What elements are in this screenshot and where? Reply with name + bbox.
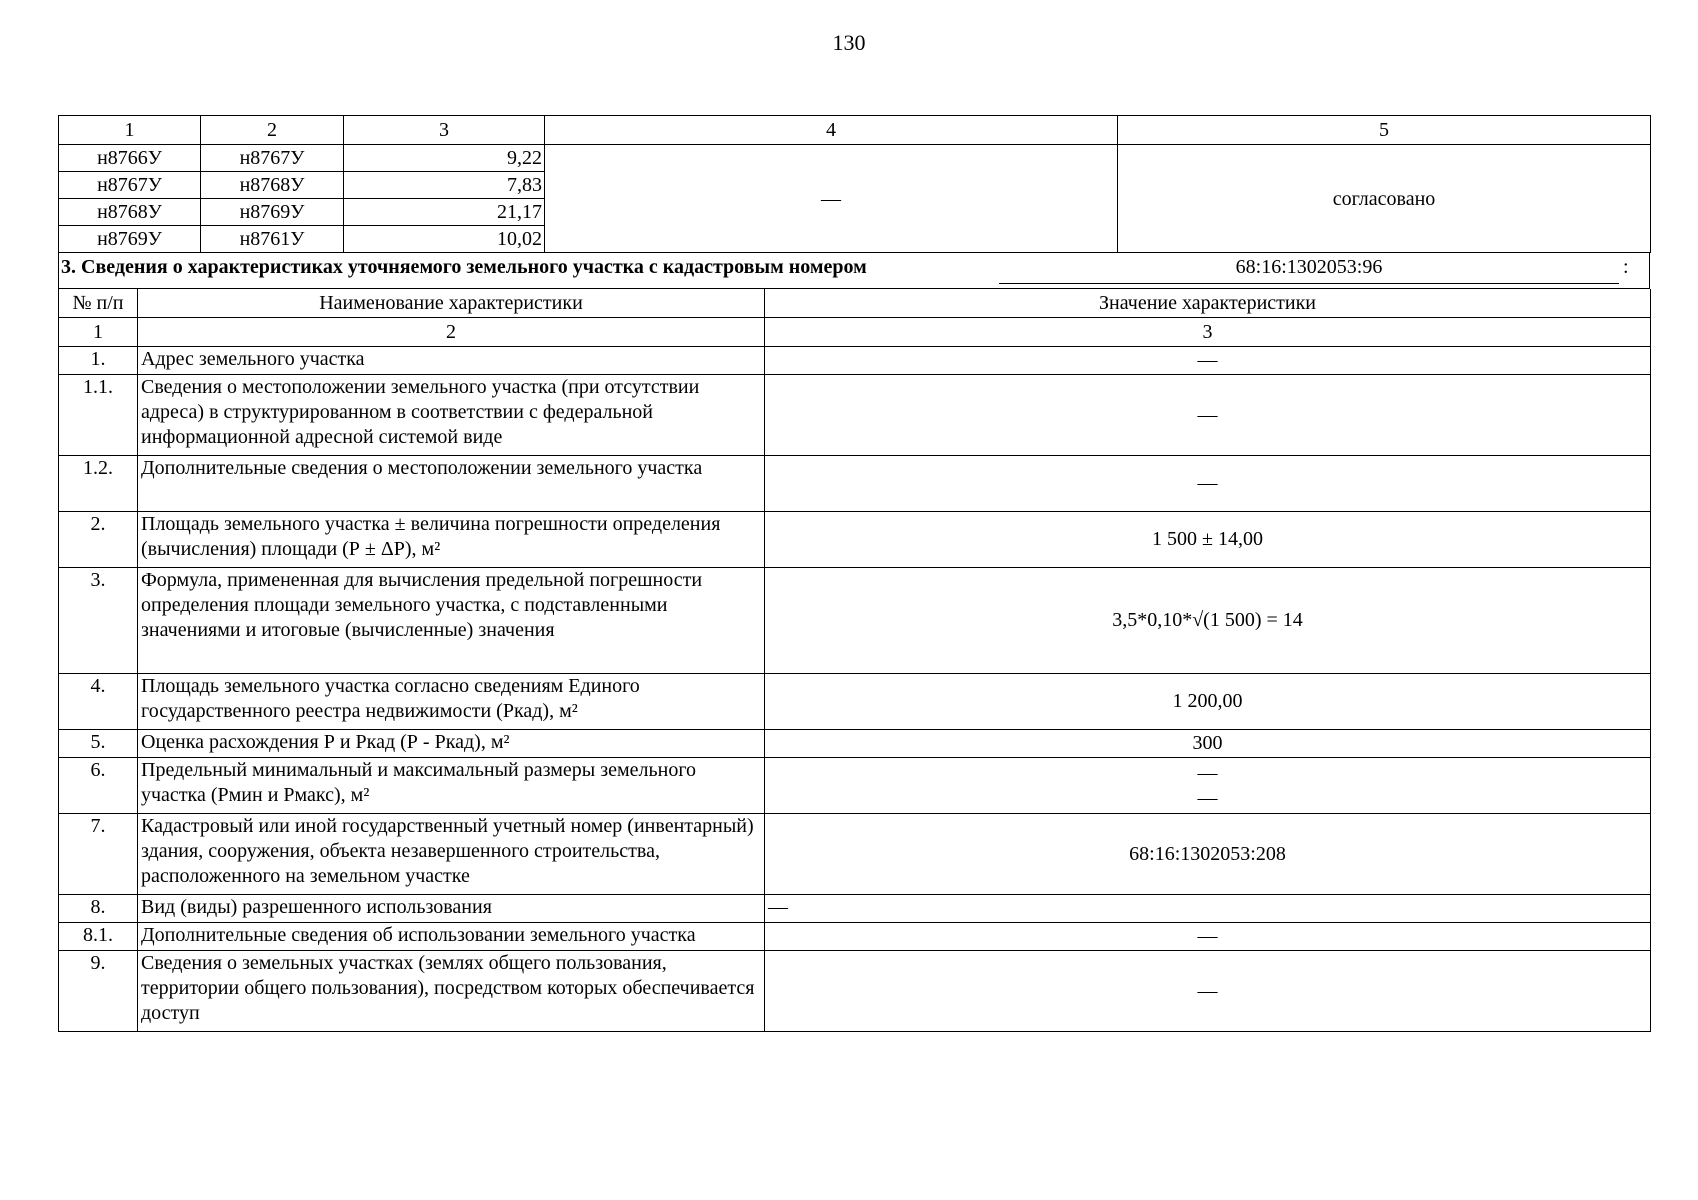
characteristic-name: Вид (виды) разрешенного использования — [138, 895, 765, 923]
row-number: 1.1. — [59, 375, 138, 456]
characteristic-value: 300 — [765, 730, 1651, 758]
characteristic-name: Площадь земельного участка ± величина погрешности определения (вычисления) площади (Р ± ΔР), м² — [138, 512, 765, 568]
table-row — [59, 923, 1651, 951]
characteristic-name: Адрес земельного участка — [138, 347, 765, 375]
header-cell: № п/п — [59, 289, 138, 318]
header-cell: 2 — [201, 116, 344, 145]
section-3-heading — [58, 253, 1650, 289]
characteristic-name: Оценка расхождения Р и Ркад (Р - Ркад), м² — [138, 730, 765, 758]
characteristics-table — [58, 289, 1651, 1032]
point-from: н8766У — [59, 145, 201, 172]
header-cell: Наименование характеристики — [138, 289, 765, 318]
max-size-value: — — [1197, 786, 1218, 809]
segment-length: 21,17 — [344, 199, 545, 226]
characteristic-value: — — [765, 895, 1651, 923]
characteristic-value: 68:16:1302053:208 — [765, 814, 1651, 895]
point-from: н8769У — [59, 226, 201, 253]
header-cell: Значение характеристики — [765, 289, 1651, 318]
min-size-value: — — [1197, 761, 1218, 784]
row-number: 1. — [59, 347, 138, 375]
header-cell: 1 — [59, 318, 138, 347]
header-cell: 2 — [138, 318, 765, 347]
characteristic-name: Дополнительные сведения о местоположении земельного участка — [138, 456, 765, 512]
col5-merged-value: согласовано — [1118, 145, 1651, 253]
characteristic-name: Кадастровый или иной государственный учетный номер (инвентарный) здания, сооружения, объекта незавершенного строительства, расположенного на земельном участке — [138, 814, 765, 895]
row-number: 8.1. — [59, 923, 138, 951]
table-row — [59, 814, 1651, 895]
segment-length: 10,02 — [344, 226, 545, 253]
table-row — [59, 895, 1651, 923]
characteristic-name: Дополнительные сведения об использовании земельного участка — [138, 923, 765, 951]
table-row — [59, 145, 1651, 172]
row-number: 6. — [59, 758, 138, 814]
table-row — [59, 951, 1651, 1032]
characteristic-name: Формула, примененная для вычисления предельной погрешности определения площади земельного участка, с подставленными значениями и итоговые (вычисленные) значения — [138, 568, 765, 674]
characteristic-value: — — [765, 347, 1651, 375]
characteristic-value: 3,5*0,10*√(1 500) = 14 — [765, 568, 1651, 674]
row-number: 7. — [59, 814, 138, 895]
table-row — [59, 375, 1651, 456]
header-cell: 4 — [545, 116, 1118, 145]
section-3-colon: : — [1623, 256, 1629, 278]
characteristic-name: Предельный минимальный и максимальный размеры земельного участка (Рмин и Рмакс), м² — [138, 758, 765, 814]
characteristic-name: Сведения о земельных участках (землях общего пользования, территории общего пользования), посредством которых обеспечивается доступ — [138, 951, 765, 1032]
characteristic-value-pair — [765, 758, 1651, 814]
point-from: н8768У — [59, 199, 201, 226]
characteristic-value: — — [765, 375, 1651, 456]
point-to: н8761У — [201, 226, 344, 253]
table-row — [59, 758, 1651, 814]
segments-table — [58, 115, 1651, 253]
document-body — [58, 115, 1650, 1032]
segments-header-row — [59, 116, 1651, 145]
point-to: н8769У — [201, 199, 344, 226]
header-cell: 1 — [59, 116, 201, 145]
characteristic-value: — — [765, 456, 1651, 512]
segment-length: 7,83 — [344, 172, 545, 199]
point-to: н8768У — [201, 172, 344, 199]
table-row — [59, 568, 1651, 674]
header-cell: 3 — [765, 318, 1651, 347]
table-row — [59, 347, 1651, 375]
row-number: 2. — [59, 512, 138, 568]
characteristics-header-row — [59, 289, 1651, 318]
characteristic-value: 1 500 ± 14,00 — [765, 512, 1651, 568]
segment-length: 9,22 — [344, 145, 545, 172]
table-row — [59, 456, 1651, 512]
row-number: 4. — [59, 674, 138, 730]
characteristic-name: Сведения о местоположении земельного участка (при отсутствии адреса) в структурированном в соответствии с федеральной информационной адресной системой виде — [138, 375, 765, 456]
cadastral-number: 68:16:1302053:96 — [1235, 256, 1383, 278]
table-row — [59, 674, 1651, 730]
characteristics-index-row — [59, 318, 1651, 347]
page-number: 130 — [832, 30, 866, 55]
row-number: 3. — [59, 568, 138, 674]
point-to: н8767У — [201, 145, 344, 172]
point-from: н8767У — [59, 172, 201, 199]
characteristic-value: 1 200,00 — [765, 674, 1651, 730]
row-number: 9. — [59, 951, 138, 1032]
table-row — [59, 730, 1651, 758]
characteristic-value: — — [765, 923, 1651, 951]
characteristic-name: Площадь земельного участка согласно сведениям Единого государственного реестра недвижимости (Ркад), м² — [138, 674, 765, 730]
header-cell: 3 — [344, 116, 545, 145]
col4-merged-value: — — [545, 145, 1118, 253]
cadastral-number-underline — [999, 283, 1619, 284]
table-row — [59, 512, 1651, 568]
header-cell: 5 — [1118, 116, 1651, 145]
section-3-title: 3. Сведения о характеристиках уточняемого земельного участка с кадастровым номером — [61, 256, 867, 278]
row-number: 5. — [59, 730, 138, 758]
row-number: 8. — [59, 895, 138, 923]
row-number: 1.2. — [59, 456, 138, 512]
characteristic-value: — — [765, 951, 1651, 1032]
